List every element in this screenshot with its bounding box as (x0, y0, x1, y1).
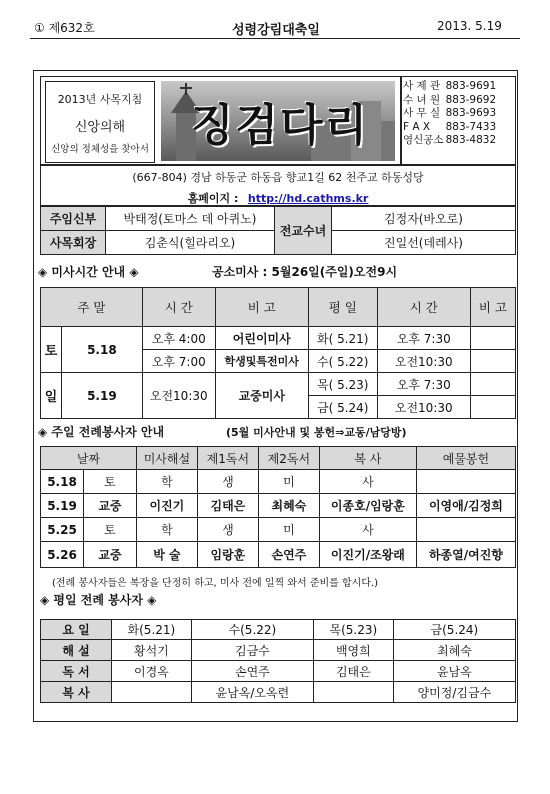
contact-label: 영신공소 (403, 134, 444, 146)
weekend-time: 오후 4:00 (142, 327, 215, 350)
weekday-section-title: ◈ 평일 전례 봉사자 ◈ (40, 593, 157, 607)
masthead-title: 징검다리 (191, 100, 370, 151)
weekday-head-day: 화(5.21) (112, 620, 192, 640)
merged-char: 생 (197, 518, 258, 542)
server-cell: 최혜숙 (393, 640, 515, 661)
church-photo (161, 81, 395, 161)
server-cell: 김태은 (313, 661, 393, 682)
contact-label: F A X (403, 120, 431, 133)
row-date: 5.25 (41, 518, 84, 542)
weekday-day: 금( 5.24) (308, 396, 377, 419)
weekend-note: 어린이미사 (215, 327, 308, 350)
weekday-time: 오전10:30 (377, 396, 470, 419)
sunday-head-date: 날짜 (41, 447, 137, 470)
server-cell: 이진기/조왕래 (319, 542, 416, 568)
weekend-day: 토 (41, 327, 62, 373)
contacts-box (400, 76, 516, 166)
mission-mass-notice: 공소미사 : 5월26일(주일)오전9시 (212, 265, 398, 279)
sunday-section-title: ◈ 주일 전례봉사자 안내 (38, 425, 165, 439)
sunday-head-reading2: 제2독서 (258, 447, 319, 470)
server-cell: 윤남옥/오옥련 (191, 682, 313, 703)
weekday-note (470, 350, 515, 373)
homepage-link[interactable]: http://hd.cathms.kr (247, 192, 369, 205)
nun-name-1: 김정자(바오로) (332, 207, 516, 231)
motto-line3: 신앙의 정체성을 찾아서 (51, 144, 149, 155)
sunday-head-reading1: 제1독서 (197, 447, 258, 470)
weekday-day: 화( 5.21) (308, 327, 377, 350)
weekday-day: 목( 5.23) (308, 373, 377, 396)
mass-head-time-2: 시 간 (377, 288, 470, 327)
server-cell: 박 술 (136, 542, 197, 568)
servers-footnote: (전례 봉사자들은 복장을 단정히 하고, 미사 전에 일찍 와서 준비를 합시다.) (52, 578, 379, 589)
row-date: 5.19 (41, 494, 84, 518)
contact-value: 883-9691 (445, 80, 497, 92)
chair-label: 사목회장 (41, 231, 106, 255)
mass-head-note: 비 고 (215, 288, 308, 327)
weekend-time: 오전10:30 (142, 373, 215, 419)
weekday-head-day: 수(5.22) (191, 620, 313, 640)
mass-schedule-table (40, 287, 516, 419)
sunday-section-note: (5월 미사안내 및 봉헌⇒교동/남당방) (226, 426, 407, 439)
merged-char: 학 (136, 518, 197, 542)
weekend-note: 교중미사 (215, 373, 308, 419)
weekend-note: 학생및특전미사 (215, 350, 308, 373)
weekday-head-day: 목(5.23) (313, 620, 393, 640)
issue-date: 2013. 5.19 (437, 19, 502, 33)
weekend-day: 일 (41, 373, 62, 419)
mass-head-note-2: 비 고 (470, 288, 515, 327)
role-label: 해 설 (41, 640, 112, 661)
weekday-note (470, 373, 515, 396)
server-cell: 하종열/여진향 (416, 542, 515, 568)
mass-section-title: ◈ 미사시간 안내 ◈ (38, 265, 139, 279)
parish-address: (667-804) 경남 하동군 하동읍 향교1길 62 천주교 하동성당 (132, 171, 424, 184)
server-cell: 최혜숙 (258, 494, 319, 518)
nun-label: 전교수녀 (275, 207, 332, 255)
motto-line2: 신앙의해 (74, 120, 126, 135)
contact-value: 883-9692 (445, 93, 497, 106)
weekday-head-label: 요 일 (41, 620, 112, 640)
server-cell: 이진기 (136, 494, 197, 518)
sunday-head-altar: 복 사 (319, 447, 416, 470)
row-kind: 토 (84, 470, 137, 494)
row-date: 5.26 (41, 542, 84, 568)
row-kind: 토 (84, 518, 137, 542)
merged-char: 미 (258, 518, 319, 542)
role-label: 복 사 (41, 682, 112, 703)
empty-cell (416, 518, 515, 542)
server-cell (112, 682, 192, 703)
server-cell: 이종호/임랑훈 (319, 494, 416, 518)
merged-char: 미 (258, 470, 319, 494)
row-date: 5.18 (41, 470, 84, 494)
mass-head-weekday: 평 일 (308, 288, 377, 327)
contact-label: 사 무 실 (403, 107, 441, 119)
header-rule (30, 38, 520, 39)
server-cell: 양미정/김금수 (393, 682, 515, 703)
server-cell: 손연주 (191, 661, 313, 682)
staff-table (40, 206, 516, 255)
weekday-note (470, 327, 515, 350)
feast-title: 성령강림대축일 (232, 23, 320, 38)
sunday-head-offering: 예물봉헌 (416, 447, 515, 470)
mass-head-time: 시 간 (142, 288, 215, 327)
contact-value: 883-7433 (445, 120, 497, 133)
motto-line1: 2013년 사목지침 (57, 93, 143, 106)
role-label: 독 서 (41, 661, 112, 682)
weekend-date: 5.19 (62, 373, 143, 419)
address-box (40, 164, 516, 206)
merged-char: 학 (136, 470, 197, 494)
server-cell: 김금수 (191, 640, 313, 661)
contacts-table (401, 80, 496, 148)
weekday-head-day: 금(5.24) (393, 620, 515, 640)
weekday-time: 오전10:30 (377, 350, 470, 373)
masthead-box (40, 76, 402, 166)
empty-cell (416, 470, 515, 494)
server-cell: 백영희 (313, 640, 393, 661)
priest-label: 주임신부 (41, 207, 106, 231)
weekend-date: 5.18 (62, 327, 143, 373)
mass-head-weekend: 주 말 (41, 288, 143, 327)
server-cell: 이경옥 (112, 661, 192, 682)
server-cell: 김태은 (197, 494, 258, 518)
priest-name: 박태정(토마스 데 아퀴노) (106, 207, 275, 231)
server-cell: 임랑훈 (197, 542, 258, 568)
server-cell (313, 682, 393, 703)
contact-label: 사 제 관 (403, 80, 441, 92)
contact-value: 883-9693 (445, 107, 497, 119)
sunday-servers-table (40, 446, 516, 568)
weekend-time: 오후 7:00 (142, 350, 215, 373)
chair-name: 김춘식(힐라리오) (106, 231, 275, 255)
issue-number: ① 제632호 (34, 21, 95, 35)
contact-value: 883-4832 (445, 134, 497, 146)
contact-label: 수 녀 원 (403, 93, 441, 106)
row-kind: 교중 (84, 542, 137, 568)
weekday-time: 오후 7:30 (377, 373, 470, 396)
weekday-note (470, 396, 515, 419)
server-cell: 손연주 (258, 542, 319, 568)
weekday-servers-table (40, 619, 516, 703)
weekday-day: 수( 5.22) (308, 350, 377, 373)
server-cell: 이영애/김정희 (416, 494, 515, 518)
row-kind: 교중 (84, 494, 137, 518)
nun-name-2: 진일선(데레사) (332, 231, 516, 255)
motto-box (45, 81, 155, 163)
merged-char: 사 (319, 470, 416, 494)
merged-char: 사 (319, 518, 416, 542)
server-cell: 윤남옥 (393, 661, 515, 682)
sunday-head-commentary: 미사해설 (136, 447, 197, 470)
server-cell: 황석기 (112, 640, 192, 661)
homepage-label: 홈페이지 : (187, 192, 239, 205)
merged-char: 생 (197, 470, 258, 494)
weekday-time: 오후 7:30 (377, 327, 470, 350)
